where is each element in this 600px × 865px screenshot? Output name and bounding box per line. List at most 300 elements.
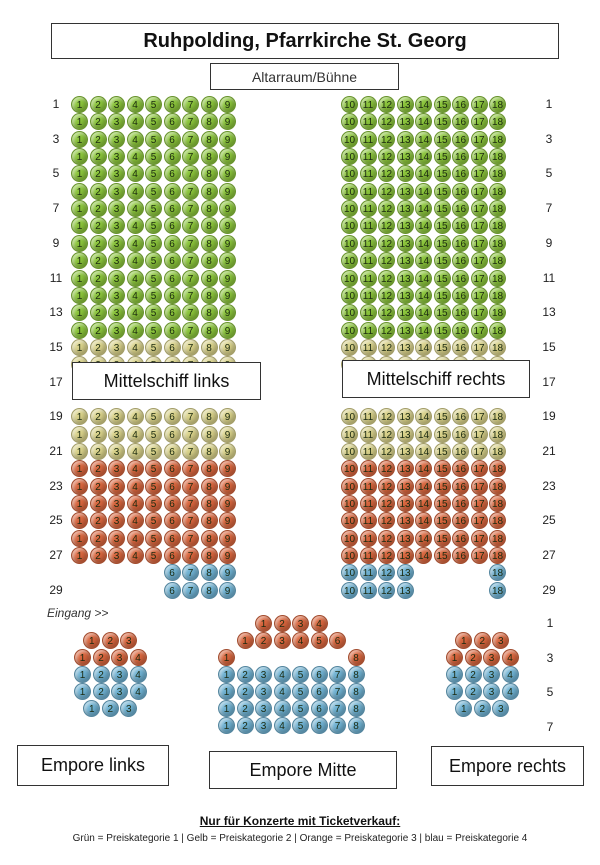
seat-right-r5-s15[interactable]: 15 bbox=[434, 165, 451, 182]
seat-empore-links-r5-s2[interactable]: 2 bbox=[102, 700, 119, 717]
seat-right-r24-s11[interactable]: 11 bbox=[360, 495, 377, 512]
seat-left-r28-s9[interactable]: 9 bbox=[219, 564, 236, 581]
seat-right-r26-s13[interactable]: 13 bbox=[397, 530, 414, 547]
seat-left-r2-s6[interactable]: 6 bbox=[164, 113, 181, 130]
seat-empore-mitte-r5-s6[interactable]: 6 bbox=[311, 683, 328, 700]
seat-right-r12-s16[interactable]: 16 bbox=[452, 287, 469, 304]
seat-right-r19-s11[interactable]: 11 bbox=[360, 408, 377, 425]
seat-left-r14-s1[interactable]: 1 bbox=[71, 322, 88, 339]
seat-left-r4-s7[interactable]: 7 bbox=[182, 148, 199, 165]
seat-left-r3-s6[interactable]: 6 bbox=[164, 131, 181, 148]
seat-right-r27-s14[interactable]: 14 bbox=[415, 547, 432, 564]
seat-empore-mitte-r7-s7[interactable]: 7 bbox=[329, 717, 346, 734]
seat-right-r15-s12[interactable]: 12 bbox=[378, 339, 395, 356]
seat-right-r14-s16[interactable]: 16 bbox=[452, 322, 469, 339]
seat-left-r10-s9[interactable]: 9 bbox=[219, 252, 236, 269]
seat-left-r27-s1[interactable]: 1 bbox=[71, 547, 88, 564]
seat-left-r21-s8[interactable]: 8 bbox=[201, 443, 218, 460]
seat-left-r13-s9[interactable]: 9 bbox=[219, 304, 236, 321]
seat-left-r12-s1[interactable]: 1 bbox=[71, 287, 88, 304]
seat-right-r20-s11[interactable]: 11 bbox=[360, 426, 377, 443]
seat-right-r4-s14[interactable]: 14 bbox=[415, 148, 432, 165]
seat-right-r23-s13[interactable]: 13 bbox=[397, 478, 414, 495]
seat-left-r2-s5[interactable]: 5 bbox=[145, 113, 162, 130]
seat-left-r14-s6[interactable]: 6 bbox=[164, 322, 181, 339]
seat-right-r2-s13[interactable]: 13 bbox=[397, 113, 414, 130]
seat-right-r21-s14[interactable]: 14 bbox=[415, 443, 432, 460]
seat-right-r10-s17[interactable]: 17 bbox=[471, 252, 488, 269]
seat-left-r15-s9[interactable]: 9 bbox=[219, 339, 236, 356]
seat-empore-mitte-r3-s1[interactable]: 1 bbox=[218, 649, 235, 666]
seat-left-r4-s9[interactable]: 9 bbox=[219, 148, 236, 165]
seat-right-r13-s18[interactable]: 18 bbox=[489, 304, 506, 321]
seat-left-r11-s3[interactable]: 3 bbox=[108, 270, 125, 287]
seat-right-r22-s15[interactable]: 15 bbox=[434, 460, 451, 477]
seat-left-r8-s1[interactable]: 1 bbox=[71, 217, 88, 234]
seat-empore-mitte-r4-s7[interactable]: 7 bbox=[329, 666, 346, 683]
seat-empore-mitte-r7-s1[interactable]: 1 bbox=[218, 717, 235, 734]
seat-left-r8-s4[interactable]: 4 bbox=[127, 217, 144, 234]
seat-right-r6-s11[interactable]: 11 bbox=[360, 183, 377, 200]
seat-right-r10-s14[interactable]: 14 bbox=[415, 252, 432, 269]
seat-empore-mitte-r4-s6[interactable]: 6 bbox=[311, 666, 328, 683]
seat-empore-rechts-r5-s3[interactable]: 3 bbox=[492, 700, 509, 717]
seat-left-r20-s8[interactable]: 8 bbox=[201, 426, 218, 443]
seat-right-r20-s17[interactable]: 17 bbox=[471, 426, 488, 443]
seat-right-r8-s13[interactable]: 13 bbox=[397, 217, 414, 234]
seat-right-r9-s15[interactable]: 15 bbox=[434, 235, 451, 252]
seat-right-r22-s16[interactable]: 16 bbox=[452, 460, 469, 477]
seat-left-r15-s3[interactable]: 3 bbox=[108, 339, 125, 356]
seat-right-r24-s14[interactable]: 14 bbox=[415, 495, 432, 512]
seat-left-r19-s4[interactable]: 4 bbox=[127, 408, 144, 425]
seat-left-r25-s8[interactable]: 8 bbox=[201, 512, 218, 529]
seat-empore-mitte-r3-s8[interactable]: 8 bbox=[348, 649, 365, 666]
seat-left-r1-s4[interactable]: 4 bbox=[127, 96, 144, 113]
seat-left-r15-s1[interactable]: 1 bbox=[71, 339, 88, 356]
seat-empore-rechts-r3-s3[interactable]: 3 bbox=[483, 666, 500, 683]
seat-right-r1-s13[interactable]: 13 bbox=[397, 96, 414, 113]
seat-right-r23-s11[interactable]: 11 bbox=[360, 478, 377, 495]
seat-right-r8-s18[interactable]: 18 bbox=[489, 217, 506, 234]
seat-right-r13-s11[interactable]: 11 bbox=[360, 304, 377, 321]
seat-empore-rechts-r4-s1[interactable]: 1 bbox=[446, 683, 463, 700]
seat-right-r20-s18[interactable]: 18 bbox=[489, 426, 506, 443]
seat-empore-mitte-r6-s1[interactable]: 1 bbox=[218, 700, 235, 717]
seat-right-r21-s16[interactable]: 16 bbox=[452, 443, 469, 460]
seat-left-r12-s7[interactable]: 7 bbox=[182, 287, 199, 304]
seat-left-r4-s5[interactable]: 5 bbox=[145, 148, 162, 165]
seat-right-r29-s18[interactable]: 18 bbox=[489, 582, 506, 599]
seat-left-r27-s8[interactable]: 8 bbox=[201, 547, 218, 564]
seat-empore-mitte-r5-s1[interactable]: 1 bbox=[218, 683, 235, 700]
seat-right-r12-s18[interactable]: 18 bbox=[489, 287, 506, 304]
seat-left-r23-s9[interactable]: 9 bbox=[219, 478, 236, 495]
seat-right-r8-s14[interactable]: 14 bbox=[415, 217, 432, 234]
seat-left-r27-s9[interactable]: 9 bbox=[219, 547, 236, 564]
seat-left-r9-s7[interactable]: 7 bbox=[182, 235, 199, 252]
seat-left-r5-s2[interactable]: 2 bbox=[90, 165, 107, 182]
seat-right-r6-s16[interactable]: 16 bbox=[452, 183, 469, 200]
seat-left-r9-s1[interactable]: 1 bbox=[71, 235, 88, 252]
seat-left-r25-s3[interactable]: 3 bbox=[108, 512, 125, 529]
seat-empore-rechts-r1-s3[interactable]: 3 bbox=[492, 632, 509, 649]
seat-right-r20-s14[interactable]: 14 bbox=[415, 426, 432, 443]
seat-right-r25-s17[interactable]: 17 bbox=[471, 512, 488, 529]
seat-left-r9-s8[interactable]: 8 bbox=[201, 235, 218, 252]
seat-right-r20-s15[interactable]: 15 bbox=[434, 426, 451, 443]
seat-right-r11-s12[interactable]: 12 bbox=[378, 270, 395, 287]
seat-left-r27-s6[interactable]: 6 bbox=[164, 547, 181, 564]
seat-left-r1-s6[interactable]: 6 bbox=[164, 96, 181, 113]
seat-right-r2-s17[interactable]: 17 bbox=[471, 113, 488, 130]
seat-right-r15-s17[interactable]: 17 bbox=[471, 339, 488, 356]
seat-empore-mitte-r4-s4[interactable]: 4 bbox=[274, 666, 291, 683]
seat-empore-mitte-r4-s8[interactable]: 8 bbox=[348, 666, 365, 683]
seat-left-r7-s2[interactable]: 2 bbox=[90, 200, 107, 217]
seat-left-r21-s6[interactable]: 6 bbox=[164, 443, 181, 460]
seat-right-r21-s12[interactable]: 12 bbox=[378, 443, 395, 460]
seat-left-r10-s1[interactable]: 1 bbox=[71, 252, 88, 269]
seat-right-r4-s12[interactable]: 12 bbox=[378, 148, 395, 165]
seat-right-r11-s16[interactable]: 16 bbox=[452, 270, 469, 287]
seat-right-r9-s14[interactable]: 14 bbox=[415, 235, 432, 252]
seat-empore-rechts-r3-s2[interactable]: 2 bbox=[465, 666, 482, 683]
seat-left-r2-s1[interactable]: 1 bbox=[71, 113, 88, 130]
seat-left-r1-s7[interactable]: 7 bbox=[182, 96, 199, 113]
seat-left-r21-s2[interactable]: 2 bbox=[90, 443, 107, 460]
seat-left-r8-s8[interactable]: 8 bbox=[201, 217, 218, 234]
seat-left-r7-s1[interactable]: 1 bbox=[71, 200, 88, 217]
seat-left-r7-s5[interactable]: 5 bbox=[145, 200, 162, 217]
seat-right-r24-s15[interactable]: 15 bbox=[434, 495, 451, 512]
seat-left-r28-s6[interactable]: 6 bbox=[164, 564, 181, 581]
seat-left-r27-s3[interactable]: 3 bbox=[108, 547, 125, 564]
seat-left-r23-s3[interactable]: 3 bbox=[108, 478, 125, 495]
seat-left-r20-s2[interactable]: 2 bbox=[90, 426, 107, 443]
seat-left-r10-s2[interactable]: 2 bbox=[90, 252, 107, 269]
seat-right-r29-s11[interactable]: 11 bbox=[360, 582, 377, 599]
seat-empore-rechts-r3-s4[interactable]: 4 bbox=[502, 666, 519, 683]
seat-empore-links-r4-s4[interactable]: 4 bbox=[130, 683, 147, 700]
seat-right-r4-s15[interactable]: 15 bbox=[434, 148, 451, 165]
seat-right-r20-s16[interactable]: 16 bbox=[452, 426, 469, 443]
seat-right-r20-s13[interactable]: 13 bbox=[397, 426, 414, 443]
seat-left-r3-s4[interactable]: 4 bbox=[127, 131, 144, 148]
seat-left-r11-s2[interactable]: 2 bbox=[90, 270, 107, 287]
seat-empore-rechts-r2-s3[interactable]: 3 bbox=[483, 649, 500, 666]
seat-empore-rechts-r4-s4[interactable]: 4 bbox=[502, 683, 519, 700]
seat-empore-mitte-r5-s5[interactable]: 5 bbox=[292, 683, 309, 700]
seat-right-r27-s11[interactable]: 11 bbox=[360, 547, 377, 564]
seat-left-r24-s1[interactable]: 1 bbox=[71, 495, 88, 512]
seat-right-r14-s13[interactable]: 13 bbox=[397, 322, 414, 339]
seat-left-r15-s7[interactable]: 7 bbox=[182, 339, 199, 356]
seat-left-r26-s8[interactable]: 8 bbox=[201, 530, 218, 547]
seat-empore-mitte-r2-s3[interactable]: 3 bbox=[274, 632, 291, 649]
seat-right-r1-s15[interactable]: 15 bbox=[434, 96, 451, 113]
seat-right-r26-s14[interactable]: 14 bbox=[415, 530, 432, 547]
seat-left-r1-s1[interactable]: 1 bbox=[71, 96, 88, 113]
seat-right-r29-s12[interactable]: 12 bbox=[378, 582, 395, 599]
seat-left-r2-s2[interactable]: 2 bbox=[90, 113, 107, 130]
seat-right-r26-s11[interactable]: 11 bbox=[360, 530, 377, 547]
seat-left-r14-s4[interactable]: 4 bbox=[127, 322, 144, 339]
seat-right-r27-s18[interactable]: 18 bbox=[489, 547, 506, 564]
seat-right-r1-s16[interactable]: 16 bbox=[452, 96, 469, 113]
seat-left-r22-s3[interactable]: 3 bbox=[108, 460, 125, 477]
seat-left-r15-s4[interactable]: 4 bbox=[127, 339, 144, 356]
seat-right-r12-s12[interactable]: 12 bbox=[378, 287, 395, 304]
seat-empore-links-r2-s1[interactable]: 1 bbox=[74, 649, 91, 666]
seat-right-r13-s10[interactable]: 10 bbox=[341, 304, 358, 321]
seat-right-r19-s13[interactable]: 13 bbox=[397, 408, 414, 425]
seat-right-r8-s17[interactable]: 17 bbox=[471, 217, 488, 234]
seat-right-r6-s12[interactable]: 12 bbox=[378, 183, 395, 200]
seat-empore-links-r3-s1[interactable]: 1 bbox=[74, 666, 91, 683]
seat-right-r11-s13[interactable]: 13 bbox=[397, 270, 414, 287]
seat-left-r3-s8[interactable]: 8 bbox=[201, 131, 218, 148]
seat-right-r19-s16[interactable]: 16 bbox=[452, 408, 469, 425]
seat-right-r27-s13[interactable]: 13 bbox=[397, 547, 414, 564]
seat-left-r24-s5[interactable]: 5 bbox=[145, 495, 162, 512]
seat-left-r25-s5[interactable]: 5 bbox=[145, 512, 162, 529]
seat-right-r5-s11[interactable]: 11 bbox=[360, 165, 377, 182]
seat-empore-mitte-r7-s6[interactable]: 6 bbox=[311, 717, 328, 734]
seat-empore-mitte-r6-s2[interactable]: 2 bbox=[237, 700, 254, 717]
seat-right-r8-s16[interactable]: 16 bbox=[452, 217, 469, 234]
seat-right-r23-s17[interactable]: 17 bbox=[471, 478, 488, 495]
seat-left-r26-s3[interactable]: 3 bbox=[108, 530, 125, 547]
seat-left-r22-s1[interactable]: 1 bbox=[71, 460, 88, 477]
seat-right-r12-s14[interactable]: 14 bbox=[415, 287, 432, 304]
seat-right-r3-s14[interactable]: 14 bbox=[415, 131, 432, 148]
seat-right-r2-s14[interactable]: 14 bbox=[415, 113, 432, 130]
seat-empore-mitte-r4-s5[interactable]: 5 bbox=[292, 666, 309, 683]
seat-left-r10-s3[interactable]: 3 bbox=[108, 252, 125, 269]
seat-right-r25-s16[interactable]: 16 bbox=[452, 512, 469, 529]
seat-right-r19-s14[interactable]: 14 bbox=[415, 408, 432, 425]
seat-right-r2-s16[interactable]: 16 bbox=[452, 113, 469, 130]
seat-right-r3-s12[interactable]: 12 bbox=[378, 131, 395, 148]
seat-right-r6-s14[interactable]: 14 bbox=[415, 183, 432, 200]
seat-right-r29-s10[interactable]: 10 bbox=[341, 582, 358, 599]
seat-right-r20-s10[interactable]: 10 bbox=[341, 426, 358, 443]
seat-right-r12-s15[interactable]: 15 bbox=[434, 287, 451, 304]
seat-left-r13-s5[interactable]: 5 bbox=[145, 304, 162, 321]
seat-left-r23-s2[interactable]: 2 bbox=[90, 478, 107, 495]
seat-right-r13-s12[interactable]: 12 bbox=[378, 304, 395, 321]
seat-right-r22-s10[interactable]: 10 bbox=[341, 460, 358, 477]
seat-right-r26-s10[interactable]: 10 bbox=[341, 530, 358, 547]
seat-left-r6-s5[interactable]: 5 bbox=[145, 183, 162, 200]
seat-left-r25-s2[interactable]: 2 bbox=[90, 512, 107, 529]
seat-left-r28-s8[interactable]: 8 bbox=[201, 564, 218, 581]
seat-left-r7-s3[interactable]: 3 bbox=[108, 200, 125, 217]
seat-left-r13-s2[interactable]: 2 bbox=[90, 304, 107, 321]
seat-empore-rechts-r2-s4[interactable]: 4 bbox=[502, 649, 519, 666]
seat-right-r2-s15[interactable]: 15 bbox=[434, 113, 451, 130]
seat-left-r3-s3[interactable]: 3 bbox=[108, 131, 125, 148]
seat-right-r7-s16[interactable]: 16 bbox=[452, 200, 469, 217]
seat-left-r26-s4[interactable]: 4 bbox=[127, 530, 144, 547]
seat-left-r24-s8[interactable]: 8 bbox=[201, 495, 218, 512]
seat-empore-links-r1-s1[interactable]: 1 bbox=[83, 632, 100, 649]
seat-left-r10-s5[interactable]: 5 bbox=[145, 252, 162, 269]
seat-right-r24-s10[interactable]: 10 bbox=[341, 495, 358, 512]
seat-right-r26-s16[interactable]: 16 bbox=[452, 530, 469, 547]
seat-left-r20-s5[interactable]: 5 bbox=[145, 426, 162, 443]
seat-left-r12-s3[interactable]: 3 bbox=[108, 287, 125, 304]
seat-left-r13-s6[interactable]: 6 bbox=[164, 304, 181, 321]
seat-right-r28-s18[interactable]: 18 bbox=[489, 564, 506, 581]
seat-right-r5-s17[interactable]: 17 bbox=[471, 165, 488, 182]
seat-empore-mitte-r6-s4[interactable]: 4 bbox=[274, 700, 291, 717]
seat-right-r4-s10[interactable]: 10 bbox=[341, 148, 358, 165]
seat-right-r14-s17[interactable]: 17 bbox=[471, 322, 488, 339]
seat-left-r6-s1[interactable]: 1 bbox=[71, 183, 88, 200]
seat-left-r12-s6[interactable]: 6 bbox=[164, 287, 181, 304]
seat-left-r12-s2[interactable]: 2 bbox=[90, 287, 107, 304]
seat-right-r1-s12[interactable]: 12 bbox=[378, 96, 395, 113]
seat-left-r21-s3[interactable]: 3 bbox=[108, 443, 125, 460]
seat-right-r21-s18[interactable]: 18 bbox=[489, 443, 506, 460]
seat-right-r14-s18[interactable]: 18 bbox=[489, 322, 506, 339]
seat-right-r26-s18[interactable]: 18 bbox=[489, 530, 506, 547]
seat-right-r24-s17[interactable]: 17 bbox=[471, 495, 488, 512]
seat-left-r14-s9[interactable]: 9 bbox=[219, 322, 236, 339]
seat-empore-mitte-r7-s8[interactable]: 8 bbox=[348, 717, 365, 734]
seat-right-r25-s18[interactable]: 18 bbox=[489, 512, 506, 529]
seat-left-r5-s5[interactable]: 5 bbox=[145, 165, 162, 182]
seat-empore-mitte-r7-s2[interactable]: 2 bbox=[237, 717, 254, 734]
seat-left-r2-s9[interactable]: 9 bbox=[219, 113, 236, 130]
seat-empore-rechts-r1-s2[interactable]: 2 bbox=[474, 632, 491, 649]
seat-left-r24-s3[interactable]: 3 bbox=[108, 495, 125, 512]
seat-empore-links-r1-s3[interactable]: 3 bbox=[120, 632, 137, 649]
seat-right-r5-s13[interactable]: 13 bbox=[397, 165, 414, 182]
seat-left-r1-s2[interactable]: 2 bbox=[90, 96, 107, 113]
seat-left-r19-s5[interactable]: 5 bbox=[145, 408, 162, 425]
seat-right-r7-s11[interactable]: 11 bbox=[360, 200, 377, 217]
seat-right-r2-s18[interactable]: 18 bbox=[489, 113, 506, 130]
seat-empore-mitte-r6-s8[interactable]: 8 bbox=[348, 700, 365, 717]
seat-left-r4-s1[interactable]: 1 bbox=[71, 148, 88, 165]
seat-right-r15-s10[interactable]: 10 bbox=[341, 339, 358, 356]
seat-left-r1-s9[interactable]: 9 bbox=[219, 96, 236, 113]
seat-left-r20-s7[interactable]: 7 bbox=[182, 426, 199, 443]
seat-right-r22-s14[interactable]: 14 bbox=[415, 460, 432, 477]
seat-left-r6-s7[interactable]: 7 bbox=[182, 183, 199, 200]
seat-left-r11-s9[interactable]: 9 bbox=[219, 270, 236, 287]
seat-right-r14-s10[interactable]: 10 bbox=[341, 322, 358, 339]
seat-empore-mitte-r6-s7[interactable]: 7 bbox=[329, 700, 346, 717]
seat-right-r19-s12[interactable]: 12 bbox=[378, 408, 395, 425]
seat-right-r3-s13[interactable]: 13 bbox=[397, 131, 414, 148]
seat-right-r5-s18[interactable]: 18 bbox=[489, 165, 506, 182]
seat-left-r26-s6[interactable]: 6 bbox=[164, 530, 181, 547]
seat-right-r4-s16[interactable]: 16 bbox=[452, 148, 469, 165]
seat-left-r21-s9[interactable]: 9 bbox=[219, 443, 236, 460]
seat-left-r15-s2[interactable]: 2 bbox=[90, 339, 107, 356]
seat-empore-mitte-r7-s5[interactable]: 5 bbox=[292, 717, 309, 734]
seat-right-r25-s14[interactable]: 14 bbox=[415, 512, 432, 529]
seat-right-r4-s17[interactable]: 17 bbox=[471, 148, 488, 165]
seat-empore-mitte-r6-s6[interactable]: 6 bbox=[311, 700, 328, 717]
seat-right-r10-s16[interactable]: 16 bbox=[452, 252, 469, 269]
seat-left-r29-s9[interactable]: 9 bbox=[219, 582, 236, 599]
seat-left-r7-s4[interactable]: 4 bbox=[127, 200, 144, 217]
seat-right-r23-s18[interactable]: 18 bbox=[489, 478, 506, 495]
seat-right-r12-s17[interactable]: 17 bbox=[471, 287, 488, 304]
seat-left-r28-s7[interactable]: 7 bbox=[182, 564, 199, 581]
seat-right-r19-s17[interactable]: 17 bbox=[471, 408, 488, 425]
seat-left-r14-s8[interactable]: 8 bbox=[201, 322, 218, 339]
seat-right-r7-s15[interactable]: 15 bbox=[434, 200, 451, 217]
seat-empore-links-r1-s2[interactable]: 2 bbox=[102, 632, 119, 649]
seat-left-r2-s4[interactable]: 4 bbox=[127, 113, 144, 130]
seat-left-r11-s5[interactable]: 5 bbox=[145, 270, 162, 287]
seat-right-r19-s10[interactable]: 10 bbox=[341, 408, 358, 425]
seat-left-r22-s2[interactable]: 2 bbox=[90, 460, 107, 477]
seat-left-r5-s1[interactable]: 1 bbox=[71, 165, 88, 182]
seat-right-r3-s17[interactable]: 17 bbox=[471, 131, 488, 148]
seat-right-r28-s11[interactable]: 11 bbox=[360, 564, 377, 581]
seat-empore-mitte-r1-s1[interactable]: 1 bbox=[255, 615, 272, 632]
seat-left-r27-s4[interactable]: 4 bbox=[127, 547, 144, 564]
seat-left-r25-s4[interactable]: 4 bbox=[127, 512, 144, 529]
seat-right-r1-s18[interactable]: 18 bbox=[489, 96, 506, 113]
seat-right-r25-s12[interactable]: 12 bbox=[378, 512, 395, 529]
seat-right-r4-s18[interactable]: 18 bbox=[489, 148, 506, 165]
seat-left-r26-s1[interactable]: 1 bbox=[71, 530, 88, 547]
seat-left-r27-s7[interactable]: 7 bbox=[182, 547, 199, 564]
seat-right-r1-s11[interactable]: 11 bbox=[360, 96, 377, 113]
seat-right-r10-s11[interactable]: 11 bbox=[360, 252, 377, 269]
seat-left-r4-s2[interactable]: 2 bbox=[90, 148, 107, 165]
seat-right-r10-s15[interactable]: 15 bbox=[434, 252, 451, 269]
seat-left-r6-s2[interactable]: 2 bbox=[90, 183, 107, 200]
seat-left-r21-s5[interactable]: 5 bbox=[145, 443, 162, 460]
seat-empore-rechts-r5-s2[interactable]: 2 bbox=[474, 700, 491, 717]
seat-left-r12-s4[interactable]: 4 bbox=[127, 287, 144, 304]
seat-right-r2-s12[interactable]: 12 bbox=[378, 113, 395, 130]
seat-empore-rechts-r2-s2[interactable]: 2 bbox=[465, 649, 482, 666]
seat-left-r19-s8[interactable]: 8 bbox=[201, 408, 218, 425]
seat-left-r3-s1[interactable]: 1 bbox=[71, 131, 88, 148]
seat-left-r23-s8[interactable]: 8 bbox=[201, 478, 218, 495]
seat-left-r25-s7[interactable]: 7 bbox=[182, 512, 199, 529]
seat-left-r29-s6[interactable]: 6 bbox=[164, 582, 181, 599]
seat-right-r25-s11[interactable]: 11 bbox=[360, 512, 377, 529]
seat-left-r15-s6[interactable]: 6 bbox=[164, 339, 181, 356]
seat-right-r10-s12[interactable]: 12 bbox=[378, 252, 395, 269]
seat-left-r2-s7[interactable]: 7 bbox=[182, 113, 199, 130]
seat-right-r9-s11[interactable]: 11 bbox=[360, 235, 377, 252]
seat-empore-rechts-r3-s1[interactable]: 1 bbox=[446, 666, 463, 683]
seat-left-r10-s7[interactable]: 7 bbox=[182, 252, 199, 269]
seat-right-r15-s13[interactable]: 13 bbox=[397, 339, 414, 356]
seat-left-r13-s4[interactable]: 4 bbox=[127, 304, 144, 321]
seat-left-r22-s4[interactable]: 4 bbox=[127, 460, 144, 477]
seat-left-r21-s4[interactable]: 4 bbox=[127, 443, 144, 460]
seat-right-r23-s14[interactable]: 14 bbox=[415, 478, 432, 495]
seat-right-r7-s17[interactable]: 17 bbox=[471, 200, 488, 217]
seat-right-r7-s10[interactable]: 10 bbox=[341, 200, 358, 217]
seat-left-r13-s7[interactable]: 7 bbox=[182, 304, 199, 321]
seat-right-r22-s13[interactable]: 13 bbox=[397, 460, 414, 477]
seat-left-r11-s8[interactable]: 8 bbox=[201, 270, 218, 287]
